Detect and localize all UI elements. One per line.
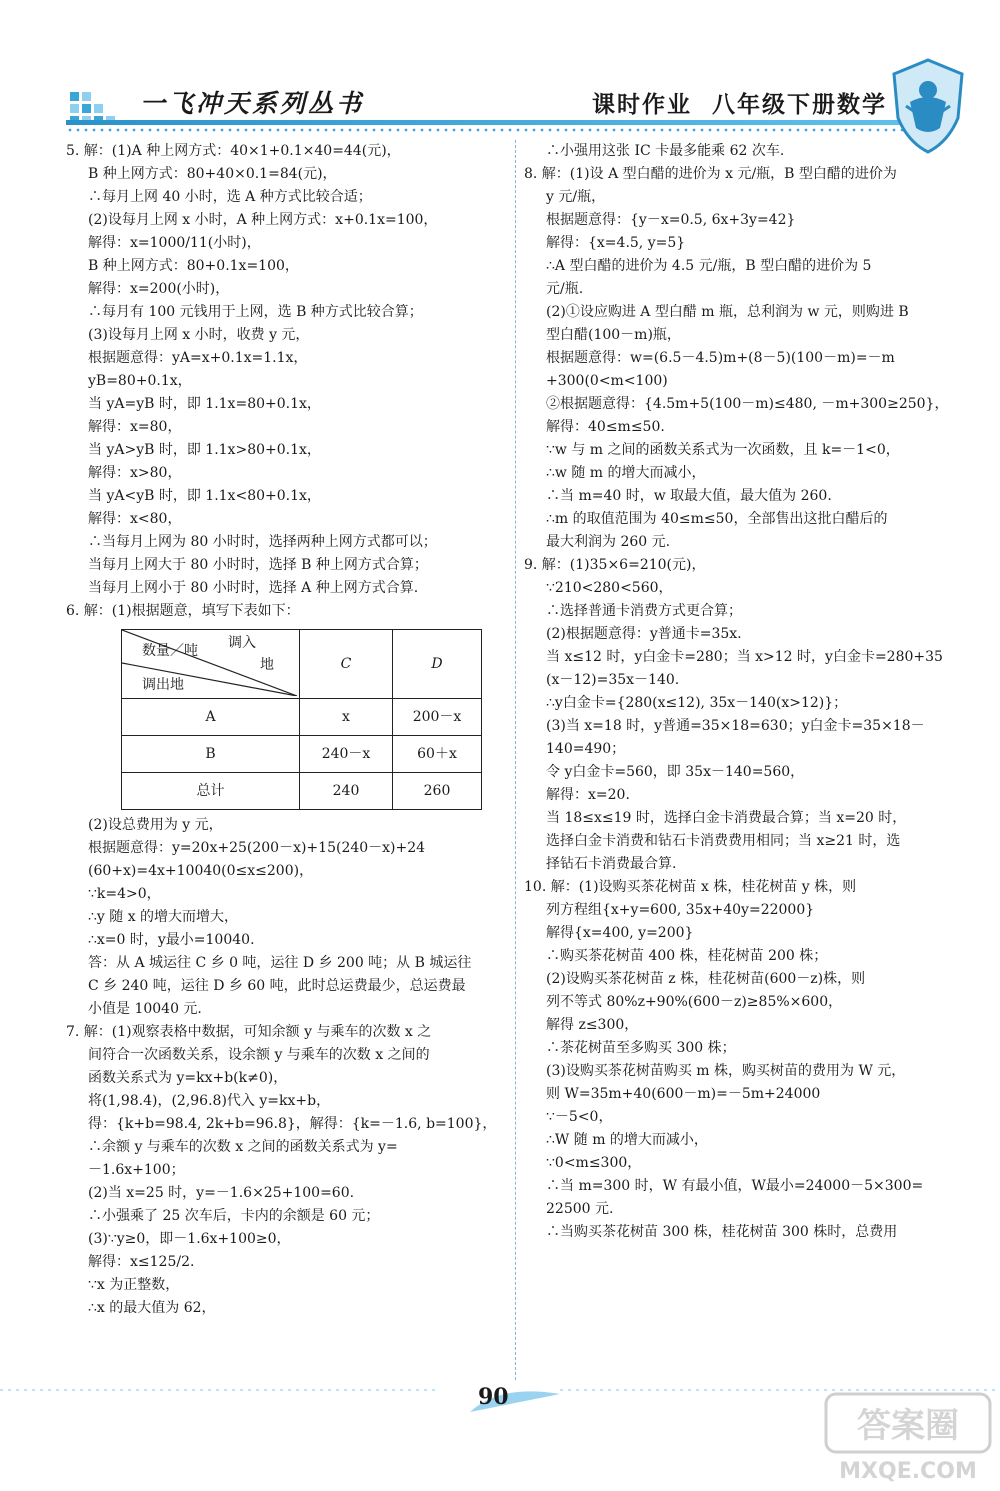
solution-line: 型白醋(100－m)瓶， <box>546 327 681 343</box>
solution-line: ∵w 与 m 之间的函数关系式为一次函数，且 k=－1<0， <box>546 442 900 458</box>
solution-line: ∴y白金卡={280(x≤12), 35x－140(x>12)}； <box>546 695 848 711</box>
solution-line: (60+x)=4x+10040(0≤x≤200)， <box>88 863 314 879</box>
solution-line: 解得 z≤300， <box>546 1017 639 1033</box>
series-title: 一飞冲天系列丛书 <box>140 89 365 118</box>
solution-line: 选择白金卡消费和钻石卡消费费用相同；当 x≥21 时，选 <box>546 833 901 849</box>
solution-line: 函数关系式为 y=kx+b(k≠0)， <box>88 1070 288 1086</box>
solution-line: 根据题意得：{y－x=0.5, 6x+3y=42} <box>546 212 796 228</box>
solution-line: ∴每月有 100 元钱用于上网，选 B 种方式比较合算； <box>88 304 423 320</box>
problem-heading-line: 8. 解：(1)设 A 型白醋的进价为 x 元/瓶，B 型白醋的进价为 <box>524 166 897 182</box>
solution-line: 最大利润为 260 元. <box>546 534 671 550</box>
solution-line: 根据题意得：y=20x+25(200－x)+15(240－x)+24 <box>88 840 426 856</box>
solution-line: (2)根据题意得：y普通卡=35x. <box>546 626 742 642</box>
solution-line: 解得：x≤125/2. <box>88 1254 195 1270</box>
allocation-table <box>121 629 482 810</box>
solution-line: 当 yA>yB 时，即 1.1x>80+0.1x， <box>88 442 321 458</box>
solution-line: (2)当 x=25 时，y=－1.6×25+100=60. <box>88 1185 355 1201</box>
column-header-d: D <box>393 630 482 699</box>
table-row <box>122 699 482 736</box>
solution-line: ∵210<280<560， <box>546 580 673 596</box>
solution-line: ∴余额 y 与乘车的次数 x 之间的函数关系式为 y= <box>88 1139 398 1155</box>
solution-line: 解得：x=20. <box>546 787 630 803</box>
solution-line: 22500 元. <box>546 1201 614 1217</box>
solution-line: (3)当 x=18 时，y普通=35×18=630；y白金卡=35×18－ <box>546 718 925 734</box>
row-label: A <box>122 699 300 736</box>
solution-line: 根据题意得：yA=x+0.1x=1.1x， <box>88 350 308 366</box>
watermark-logo <box>822 1390 994 1485</box>
solution-line: 当每月上网大于 80 小时时，选择 B 种上网方式合算； <box>88 557 428 573</box>
problem-heading-line: 7. 解：(1)观察表格中数据，可知余额 y 与乘车的次数 x 之 <box>66 1024 432 1040</box>
solution-line: (2)设每月上网 x 小时，A 种上网方式：x+0.1x=100， <box>88 212 438 228</box>
solution-line: ∴W 随 m 的增大而减小， <box>546 1132 708 1148</box>
solution-line: (2)设总费用为 y 元， <box>88 817 223 833</box>
solution-line: ∵x 为正整数， <box>88 1277 180 1293</box>
solution-line: 当 yA=yB 时，即 1.1x=80+0.1x， <box>88 396 321 412</box>
solution-line: －1.6x+100； <box>88 1162 185 1178</box>
solution-line: (3)设购买茶花树苗购买 m 株，购买树苗的费用为 W 元， <box>546 1063 906 1079</box>
solution-line: ∴x=0 时，y最小=10040. <box>88 932 255 948</box>
solution-line: ∴茶花树苗至多购买 300 株； <box>546 1040 736 1056</box>
cell-c: 240－x <box>300 736 393 773</box>
solution-line: 将(1,98.4)，(2,96.8)代入 y=kx+b， <box>88 1093 331 1109</box>
solution-line: 答：从 A 城运往 C 乡 0 吨，运往 D 乡 200 吨；从 B 城运往 <box>88 955 472 971</box>
corner-label-in: 调入 <box>228 635 256 651</box>
corner-label-place: 地 <box>260 657 274 673</box>
solution-line: ∴购买茶花树苗 400 株，桂花树苗 200 株； <box>546 948 828 964</box>
cell-d: 60＋x <box>393 736 482 773</box>
cell-d: 200－x <box>393 699 482 736</box>
cell-c: 240 <box>300 773 393 810</box>
solution-line: C 乡 240 吨，运往 D 乡 60 吨，此时总运费最少，总运费最 <box>88 978 466 994</box>
page-number: 90 <box>478 1384 509 1410</box>
solution-line: 解得：{x=4.5, y=5} <box>546 235 686 251</box>
solution-line: 得：{k+b=98.4, 2k+b=96.8}，解得：{k=－1.6, b=100}， <box>88 1116 497 1132</box>
watermark-text: 答案圈 <box>857 1406 959 1446</box>
problem-heading-line: 9. 解：(1)35×6=210(元)， <box>524 557 706 573</box>
header-dotted-rule <box>66 128 908 132</box>
solution-line: ∴A 型白醋的进价为 4.5 元/瓶，B 型白醋的进价为 5 <box>546 258 872 274</box>
right-column <box>524 140 970 1244</box>
solution-line: ∴选择普通卡消费方式更合算； <box>546 603 742 619</box>
solution-line: (3)设每月上网 x 小时，收费 y 元， <box>88 327 310 343</box>
cell-c: x <box>300 699 393 736</box>
solution-line: (3)∵y≥0，即－1.6x+100≥0， <box>88 1231 291 1247</box>
table-row <box>122 736 482 773</box>
solution-line: ∴当 m=300 时，W 有最小值，W最小=24000－5×300= <box>546 1178 924 1194</box>
solution-line: ∴小强用这张 IC 卡最多能乘 62 次车. <box>546 143 785 159</box>
header-rule <box>66 120 908 125</box>
solution-line: 间符合一次函数关系，设余额 y 与乘车的次数 x 之间的 <box>88 1047 430 1063</box>
solution-line: 当 x≤12 时，y白金卡=280；当 x>12 时，y白金卡=280+35 <box>546 649 943 665</box>
solution-line: ∴当每月上网为 80 小时时，选择两种上网方式都可以； <box>88 534 437 550</box>
solution-line: 则 W=35m+40(600－m)=－5m+24000 <box>546 1086 821 1102</box>
solution-line: ∵－5<0， <box>546 1109 613 1125</box>
solution-line: (2)设购买茶花树苗 z 株，桂花树苗(600－z)株，则 <box>546 971 866 987</box>
row-label: 总计 <box>122 773 300 810</box>
solution-line: ∴当 m=40 时，w 取最大值，最大值为 260. <box>546 488 832 504</box>
solution-line: ∴y 随 x 的增大而增大， <box>88 909 239 925</box>
solution-line: 140=490； <box>546 741 626 757</box>
solution-line: (2)①设应购进 A 型白醋 m 瓶，总利润为 w 元，则购进 B <box>546 304 909 320</box>
solution-line: (x－12)=35x－140. <box>546 672 680 688</box>
solution-line: yB=80+0.1x， <box>88 373 192 389</box>
solution-line: 解得：x=200(小时)， <box>88 281 230 297</box>
solution-line: B 种上网方式：80+40×0.1=84(元)， <box>88 166 337 182</box>
solution-line: ∴w 随 m 的增大而减小， <box>546 465 706 481</box>
problem-heading-line: 6. 解：(1)根据题意，填写下表如下： <box>66 603 300 619</box>
cell-d: 260 <box>393 773 482 810</box>
solution-line: ∵0<m≤300， <box>546 1155 642 1171</box>
solution-line: ②根据题意得：{4.5m+5(100－m)≤480, －m+300≥250}， <box>546 396 949 412</box>
solution-line: +300(0<m<100) <box>546 373 668 389</box>
watermark-url: MXQE.COM <box>839 1459 977 1484</box>
solution-line: ∴小强乘了 25 次车后，卡内的余额是 60 元； <box>88 1208 380 1224</box>
solution-line: 令 y白金卡=560，即 35x－140=560， <box>546 764 805 780</box>
solution-line: 当每月上网小于 80 小时时，选择 A 种上网方式合算. <box>88 580 419 596</box>
solution-line: y 元/瓶， <box>546 189 606 205</box>
solution-line: ∵k=4>0， <box>88 886 161 902</box>
book-title: 课时作业 八年级下册数学 <box>592 92 888 118</box>
corner-label-out: 调出地 <box>142 677 184 693</box>
solution-line: 列不等式 80%z+90%(600－z)≥85%×600， <box>546 994 843 1010</box>
solution-line: 列方程组{x+y=600, 35x+40y=22000} <box>546 902 815 918</box>
solution-line: 小值是 10040 元. <box>88 1001 202 1017</box>
solution-line: ∴每月上网 40 小时，选 A 种方式比较合适； <box>88 189 372 205</box>
row-label: B <box>122 736 300 773</box>
problem-heading-line: 5. 解：(1)A 种上网方式：40×1+0.1×40=44(元)， <box>66 143 401 159</box>
solution-line: 当 yA<yB 时，即 1.1x<80+0.1x， <box>88 488 321 504</box>
solution-line: 解得：x=1000/11(小时)， <box>88 235 261 251</box>
solution-line: ∴当购买茶花树苗 300 株，桂花树苗 300 株时，总费用 <box>546 1224 898 1240</box>
decorative-squares <box>70 92 130 132</box>
solution-line: 解得：x>80， <box>88 465 182 481</box>
solution-line: 根据题意得：w=(6.5－4.5)m+(8－5)(100－m)=－m <box>546 350 895 366</box>
solution-line: 解得：40≤m≤50. <box>546 419 665 435</box>
solution-line: 解得：x=80， <box>88 419 182 435</box>
solution-line: 当 18≤x≤19 时，选择白金卡消费最合算；当 x=20 时， <box>546 810 907 826</box>
column-divider <box>515 140 516 1380</box>
solution-line: 择钻石卡消费最合算. <box>546 856 677 872</box>
corner-label-quantity: 数量／吨 <box>142 643 198 659</box>
solution-line: 解得{x=400, y=200} <box>546 925 694 941</box>
solution-line: ∴x 的最大值为 62， <box>88 1300 216 1316</box>
problem-heading-line: 10. 解：(1)设购买茶花树苗 x 株，桂花树苗 y 株，则 <box>524 879 857 895</box>
left-column <box>66 140 514 1320</box>
table-row <box>122 773 482 810</box>
solution-line: ∴m 的取值范围为 40≤m≤50，全部售出这批白醋后的 <box>546 511 888 527</box>
solution-line: 解得：x<80， <box>88 511 182 527</box>
solution-line: 元/瓶. <box>546 281 584 297</box>
column-header-c: C <box>300 630 393 699</box>
solution-line: B 种上网方式：80+0.1x=100， <box>88 258 299 274</box>
table-corner-header <box>122 630 300 699</box>
